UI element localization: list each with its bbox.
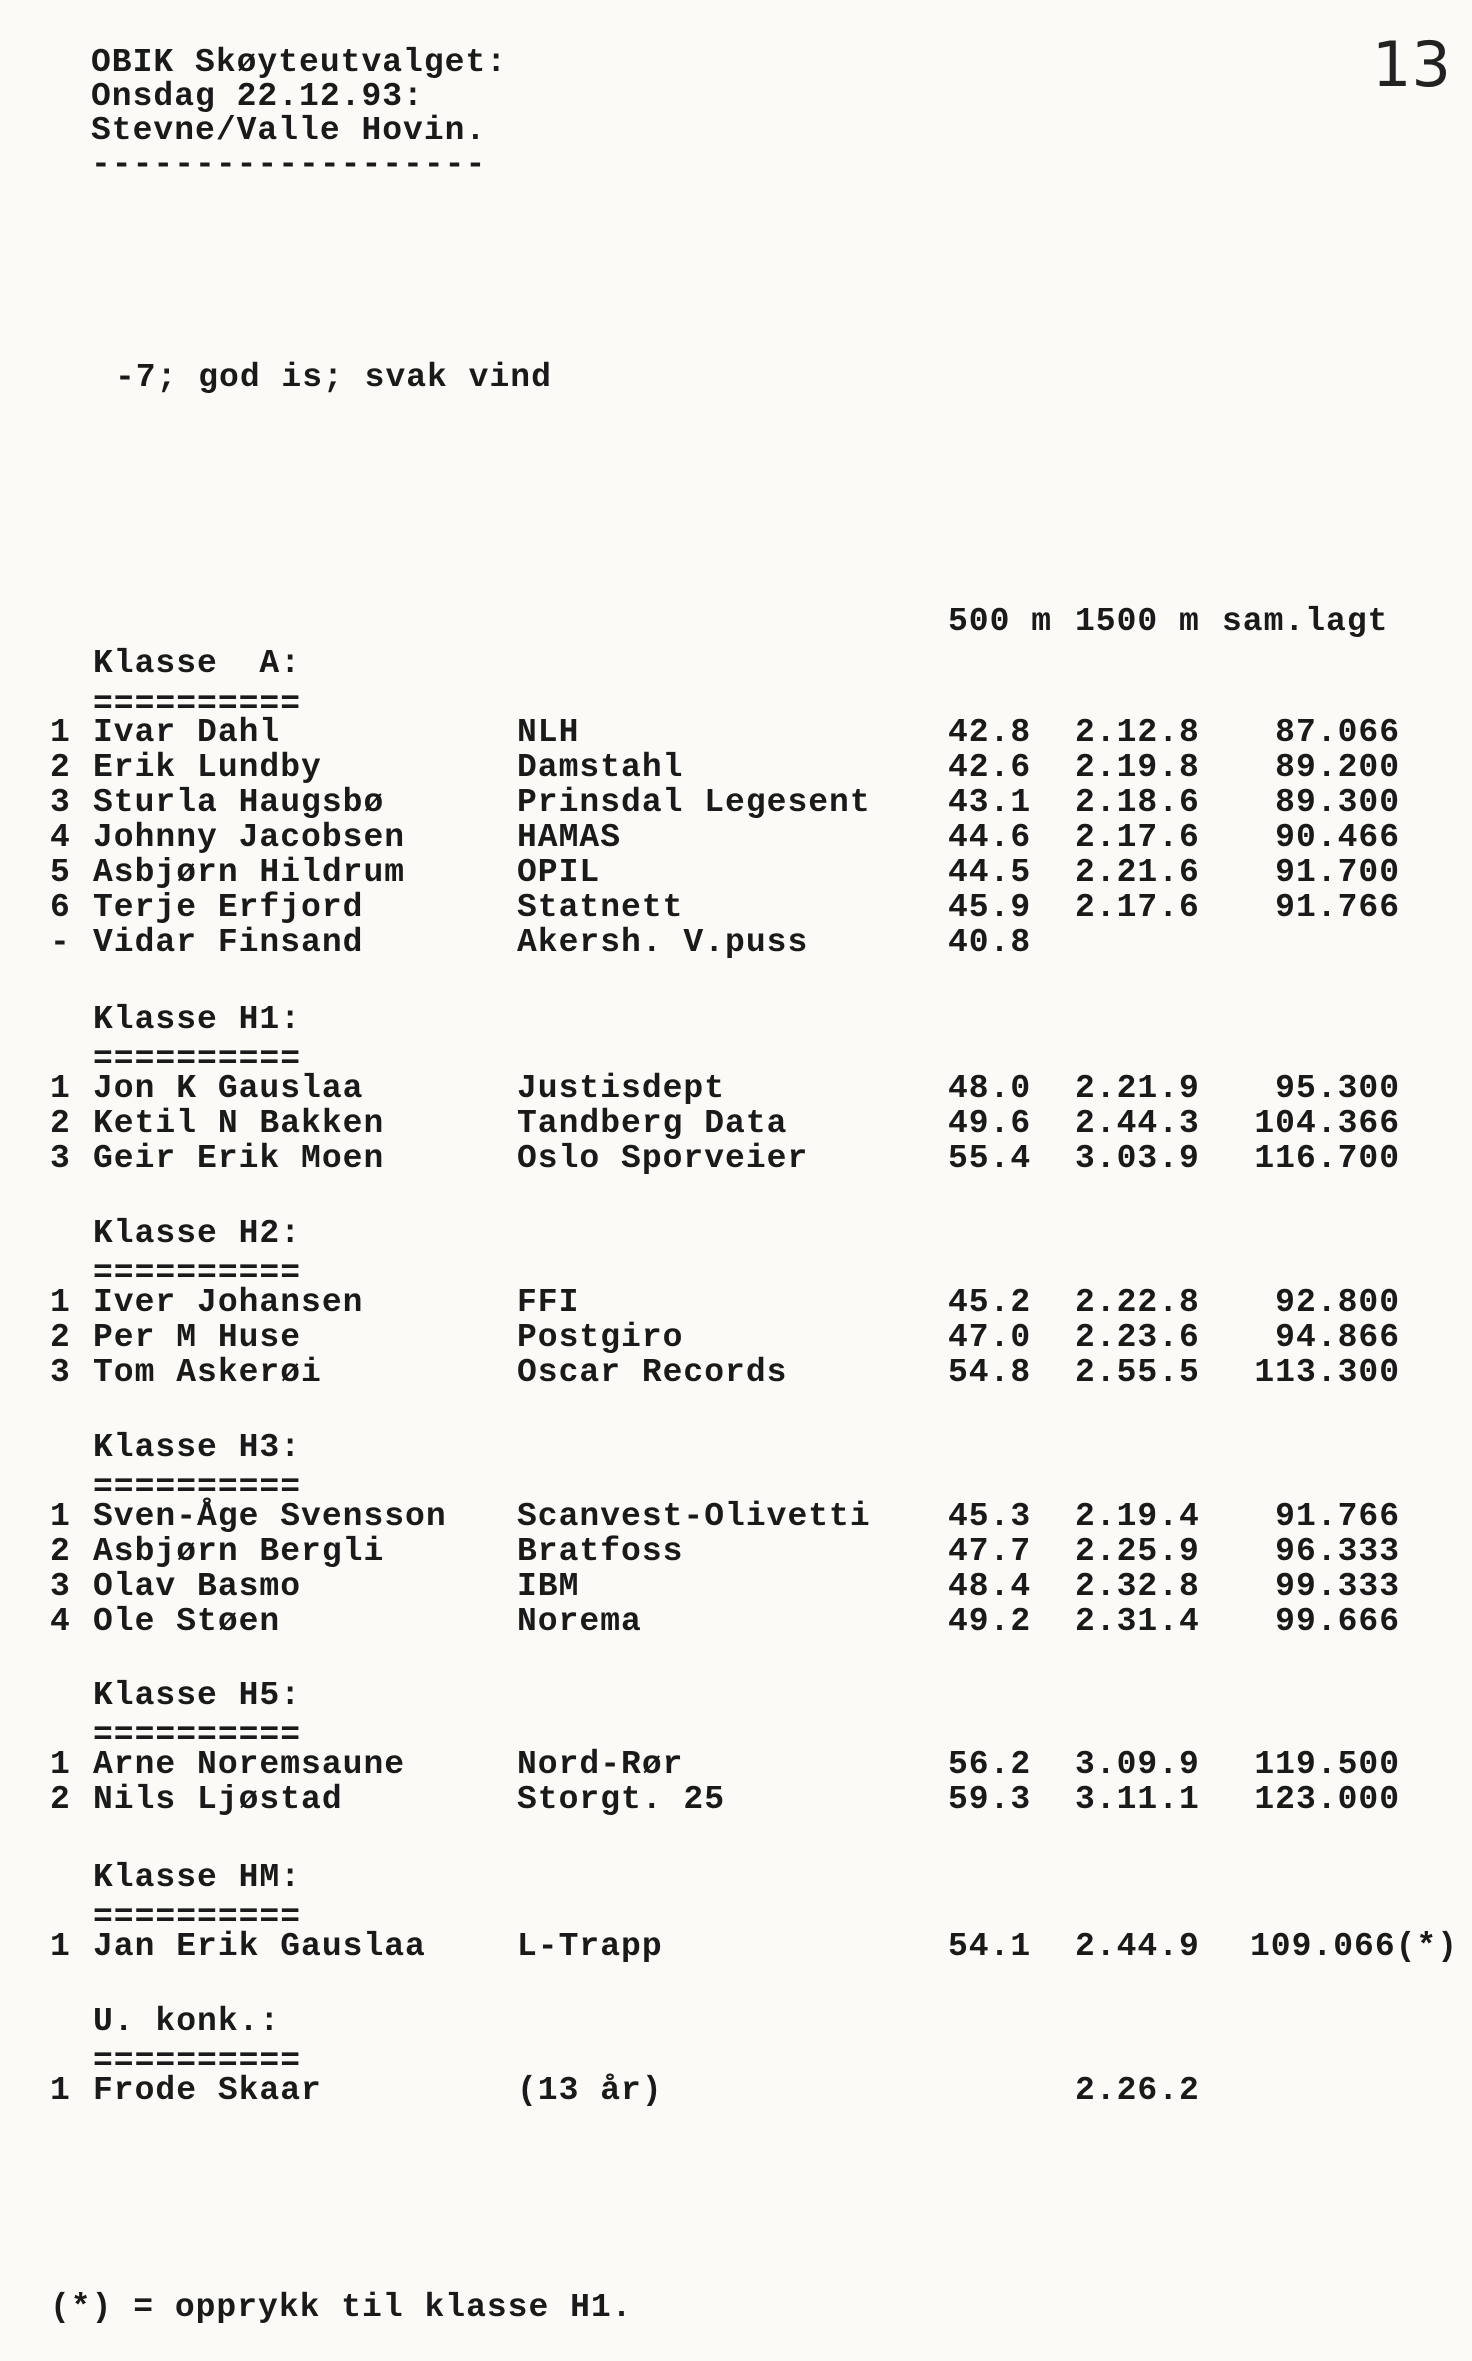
row-skater-name: Nils Ljøstad [93,1781,343,1818]
row-place: 5 [50,854,71,891]
row-time-500m: 45.9 [948,889,1032,926]
row-club: L-Trapp [517,1928,663,1965]
row-place: 3 [50,1354,71,1391]
row-club: Norema [517,1603,642,1640]
row-skater-name: Sturla Haugsbø [93,784,385,821]
row-club: FFI [517,1284,580,1321]
row-skater-name: Johnny Jacobsen [93,819,406,856]
row-skater-name: Frode Skaar [93,2072,322,2109]
section-underline: ========== [93,1717,302,1754]
footnote: (*) = opprykk til klasse H1. [50,2289,633,2326]
row-sam-lagt: 89.200 [1275,749,1400,786]
row-time-1500m: 2.18.6 [1075,784,1200,821]
row-skater-name: Per M Huse [93,1319,302,1356]
row-place: 1 [50,1498,71,1535]
row-club: Akersh. V.puss [517,924,809,961]
section-title: Klasse A: [93,645,302,682]
row-skater-name: Ole Støen [93,1603,281,1640]
row-skater-name: Terje Erfjord [93,889,364,926]
row-place: 3 [50,1140,71,1177]
section-underline: ========== [93,1899,302,1936]
row-place: - [50,924,71,961]
row-sam-lagt: 123.000 [1254,1781,1400,1818]
section-underline: ========== [93,1469,302,1506]
row-club: Oscar Records [517,1354,788,1391]
row-sam-lagt: 109.066(*) [1250,1928,1459,1965]
row-skater-name: Asbjørn Hildrum [93,854,406,891]
row-place: 3 [50,784,71,821]
row-time-500m: 44.6 [948,819,1032,856]
row-time-1500m: 2.55.5 [1075,1354,1200,1391]
row-place: 2 [50,1781,71,1818]
row-time-1500m: 3.03.9 [1075,1140,1200,1177]
section-title: Klasse H5: [93,1677,302,1714]
row-club: Postgiro [517,1319,684,1356]
row-skater-name: Iver Johansen [93,1284,364,1321]
row-time-500m: 42.6 [948,749,1032,786]
row-time-500m: 59.3 [948,1781,1032,1818]
row-sam-lagt: 113.300 [1254,1354,1400,1391]
row-time-500m: 55.4 [948,1140,1032,1177]
row-place: 4 [50,819,71,856]
row-place: 3 [50,1568,71,1605]
row-time-1500m: 2.12.8 [1075,714,1200,751]
conditions: -7; god is; svak vind [115,359,552,396]
row-skater-name: Sven-Åge Svensson [93,1498,447,1535]
row-time-1500m: 2.26.2 [1075,2072,1200,2109]
row-place: 2 [50,1105,71,1142]
row-place: 1 [50,1284,71,1321]
header-line-1: OBIK Skøyteutvalget: [91,44,508,81]
row-place: 2 [50,1319,71,1356]
row-skater-name: Ketil N Bakken [93,1105,385,1142]
row-club: Damstahl [517,749,684,786]
row-club: Storgt. 25 [517,1781,726,1818]
row-skater-name: Geir Erik Moen [93,1140,385,1177]
row-club: Prinsdal Legesent [517,784,871,821]
row-sam-lagt: 99.666 [1275,1603,1400,1640]
row-club: Scanvest-Olivetti [517,1498,871,1535]
row-place: 1 [50,1746,71,1783]
row-time-1500m: 2.19.8 [1075,749,1200,786]
row-sam-lagt: 116.700 [1254,1140,1400,1177]
row-place: 1 [50,1070,71,1107]
header-line-3: Stevne/Valle Hovin. [91,112,487,149]
page-number: 13 [1372,28,1451,101]
row-skater-name: Erik Lundby [93,749,322,786]
row-time-500m: 47.7 [948,1533,1032,1570]
row-time-500m: 42.8 [948,714,1032,751]
section-title: U. konk.: [93,2003,281,2040]
row-time-500m: 54.8 [948,1354,1032,1391]
row-time-1500m: 2.17.6 [1075,889,1200,926]
row-sam-lagt: 87.066 [1275,714,1400,751]
section-title: Klasse HM: [93,1859,302,1896]
row-club: HAMAS [517,819,622,856]
section-underline: ========== [93,2043,302,2080]
row-time-1500m: 2.23.6 [1075,1319,1200,1356]
row-time-500m: 40.8 [948,924,1032,961]
row-sam-lagt: 89.300 [1275,784,1400,821]
row-club: IBM [517,1568,580,1605]
row-place: 2 [50,1533,71,1570]
row-time-1500m: 2.17.6 [1075,819,1200,856]
row-sam-lagt: 99.333 [1275,1568,1400,1605]
row-time-500m: 49.2 [948,1603,1032,1640]
section-title: Klasse H2: [93,1215,302,1252]
column-1500m: 1500 m [1075,603,1200,640]
row-club: NLH [517,714,580,751]
header-line-2: Onsdag 22.12.93: [91,78,424,115]
column-sam-lagt: sam.lagt [1222,603,1389,640]
row-time-500m: 47.0 [948,1319,1032,1356]
row-club: Bratfoss [517,1533,684,1570]
row-skater-name: Ivar Dahl [93,714,281,751]
row-sam-lagt: 94.866 [1275,1319,1400,1356]
row-skater-name: Jan Erik Gauslaa [93,1928,426,1965]
row-club: Nord-Rør [517,1746,684,1783]
row-time-1500m: 2.44.3 [1075,1105,1200,1142]
row-sam-lagt: 92.800 [1275,1284,1400,1321]
row-club: OPIL [517,854,601,891]
row-sam-lagt: 90.466 [1275,819,1400,856]
row-time-500m: 49.6 [948,1105,1032,1142]
row-time-1500m: 2.21.6 [1075,854,1200,891]
row-time-500m: 54.1 [948,1928,1032,1965]
row-place: 6 [50,889,71,926]
row-skater-name: Asbjørn Bergli [93,1533,385,1570]
row-sam-lagt: 91.766 [1275,1498,1400,1535]
row-sam-lagt: 96.333 [1275,1533,1400,1570]
row-sam-lagt: 119.500 [1254,1746,1400,1783]
row-place: 4 [50,1603,71,1640]
row-place: 1 [50,2072,71,2109]
row-time-500m: 48.4 [948,1568,1032,1605]
row-place: 1 [50,714,71,751]
row-time-500m: 48.0 [948,1070,1032,1107]
section-underline: ========== [93,1255,302,1292]
row-time-1500m: 2.22.8 [1075,1284,1200,1321]
row-sam-lagt: 104.366 [1254,1105,1400,1142]
row-place: 1 [50,1928,71,1965]
row-time-500m: 56.2 [948,1746,1032,1783]
row-time-500m: 45.3 [948,1498,1032,1535]
row-time-500m: 45.2 [948,1284,1032,1321]
row-time-1500m: 3.11.1 [1075,1781,1200,1818]
row-time-500m: 43.1 [948,784,1032,821]
row-club: Oslo Sporveier [517,1140,809,1177]
header-underline: ------------------- [91,146,487,183]
row-time-1500m: 2.21.9 [1075,1070,1200,1107]
section-title: Klasse H3: [93,1429,302,1466]
row-club: Statnett [517,889,684,926]
row-sam-lagt: 91.700 [1275,854,1400,891]
row-club: Justisdept [517,1070,726,1107]
row-skater-name: Jon K Gauslaa [93,1070,364,1107]
row-skater-name: Vidar Finsand [93,924,364,961]
row-skater-name: Tom Askerøi [93,1354,322,1391]
row-time-1500m: 2.31.4 [1075,1603,1200,1640]
section-underline: ========== [93,1041,302,1078]
row-club: Tandberg Data [517,1105,788,1142]
row-skater-name: Arne Noremsaune [93,1746,406,1783]
row-place: 2 [50,749,71,786]
section-underline: ========== [93,686,302,723]
section-title: Klasse H1: [93,1001,302,1038]
row-skater-name: Olav Basmo [93,1568,302,1605]
column-500m: 500 m [948,603,1053,640]
row-sam-lagt: 95.300 [1275,1070,1400,1107]
row-time-1500m: 3.09.9 [1075,1746,1200,1783]
row-sam-lagt: 91.766 [1275,889,1400,926]
row-time-1500m: 2.32.8 [1075,1568,1200,1605]
row-time-500m: 44.5 [948,854,1032,891]
row-time-1500m: 2.19.4 [1075,1498,1200,1535]
row-time-1500m: 2.44.9 [1075,1928,1200,1965]
row-club: (13 år) [517,2072,663,2109]
row-time-1500m: 2.25.9 [1075,1533,1200,1570]
